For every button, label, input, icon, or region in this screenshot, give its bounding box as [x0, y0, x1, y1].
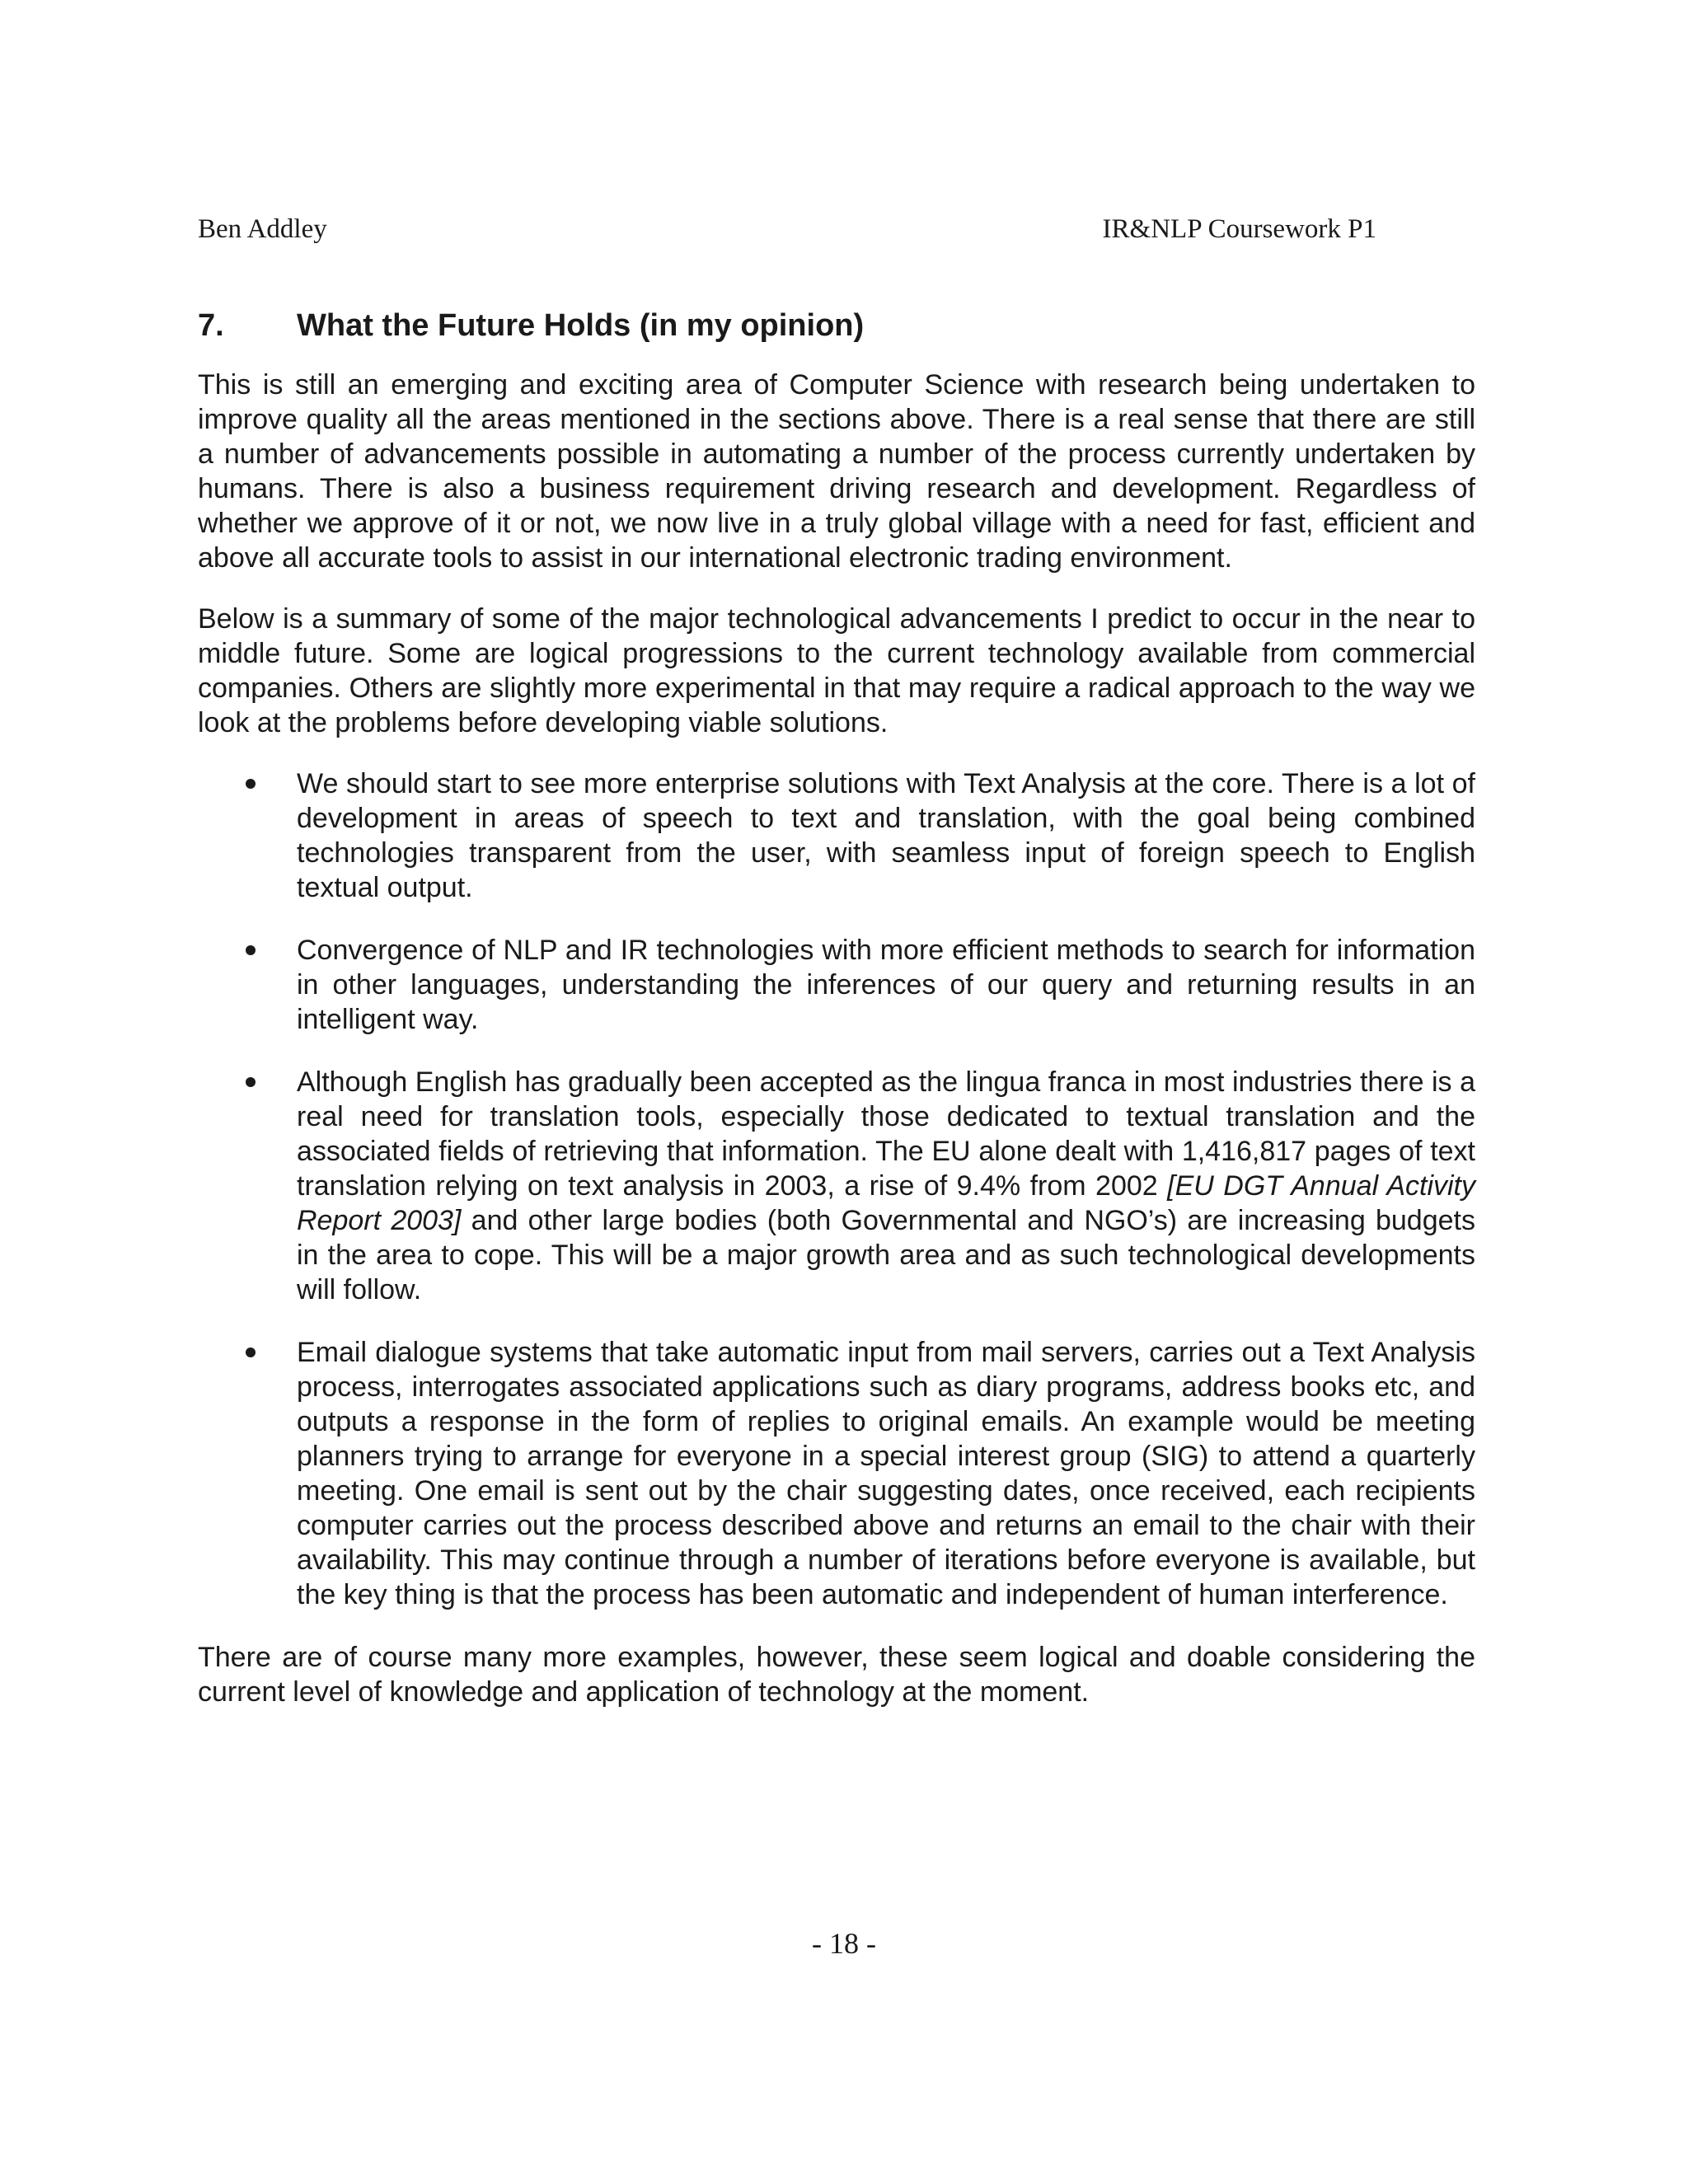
- intro-paragraph: This is still an emerging and exciting area of Computer Science with research being undertaken to improve quality all the areas mentioned in the sections above. There is a real sense that there are still a number of advancements possible in automating a number of the process currently undertaken by humans. There is also a business requirement driving research and development. Regardless of whether we approve of it or not, we now live in a truly global village with a need for fast, efficient and above all accurate tools to assist in our international electronic trading environment.: [198, 369, 1475, 574]
- list-item-enterprise: [198, 766, 1475, 905]
- list-item-text: Convergence of NLP and IR technologies with more efficient methods to search for information in other languages, understanding the inferences of our query and returning results in an intelligent way.: [297, 935, 1475, 1035]
- list-item-translation: [198, 1065, 1475, 1307]
- citation: [EU DGT Annual Activity Report 2003]: [297, 1170, 1475, 1236]
- predictions-list: [198, 766, 1475, 1612]
- summary-paragraph: Below is a summary of some of the major technological advancements I predict to occur in the near to middle future. Some are logical progressions to the current technology available from commercial companies. Others are slightly more experimental in that may require a radical approach to the way we look at the problems before developing viable solutions.: [198, 603, 1475, 738]
- closing-paragraph: There are of course many more examples, however, these seem logical and doable considering the current level of knowledge and application of technology at the moment.: [198, 1642, 1475, 1708]
- list-item-text-before: Although English has gradually been accepted as the lingua franca in most industries there is a real need for translation tools, especially those dedicated to textual translation and the associated fields of retrieving that information. The EU alone dealt with 1,416,817 pages of text translation relying on text analysis in 2003, a rise of 9.4% from 2002: [297, 1066, 1475, 1202]
- bullet-icon: [246, 1077, 256, 1087]
- section-heading: [198, 307, 1475, 344]
- list-item-text-after: and other large bodies (both Governmental and NGO’s) are increasing budgets in the area to cope. This will be a major growth area and as such technological developments will follow.: [297, 1205, 1475, 1305]
- section-number: 7.: [198, 308, 224, 343]
- list-item-text: Email dialogue systems that take automatic input from mail servers, carries out a Text Analysis process, interrogates associated applications such as diary programs, address books etc, and outputs a response in the form of replies to original emails. An example would be meeting planners trying to arrange for everyone in a special interest group (SIG) to attend a quarterly meeting. One email is sent out by the chair suggesting dates, once received, each recipients computer carries out the process described above and returns an email to the chair with their availability. This may continue through a number of iterations before everyone is available, but the key thing is that the process has been automatic and independent of human interference.: [297, 1337, 1475, 1610]
- list-item-text: We should start to see more enterprise solutions with Text Analysis at the core. There is a lot of development in areas of speech to text and translation, with the goal being combined technologies transparent from the user, with seamless input of foreign speech to English textual output.: [297, 768, 1475, 903]
- list-item-convergence: [198, 933, 1475, 1037]
- header-author: Ben Addley: [198, 214, 327, 244]
- page-number: - 18 -: [812, 1927, 876, 1960]
- list-item-email: [198, 1335, 1475, 1612]
- bullet-icon: [246, 779, 256, 789]
- header-course: IR&NLP Coursework P1: [1102, 214, 1376, 244]
- section-title: What the Future Holds (in my opinion): [297, 308, 865, 343]
- running-header: [198, 213, 1376, 246]
- page-content: [198, 307, 1475, 1736]
- bullet-icon: [246, 945, 256, 955]
- bullet-icon: [246, 1347, 256, 1357]
